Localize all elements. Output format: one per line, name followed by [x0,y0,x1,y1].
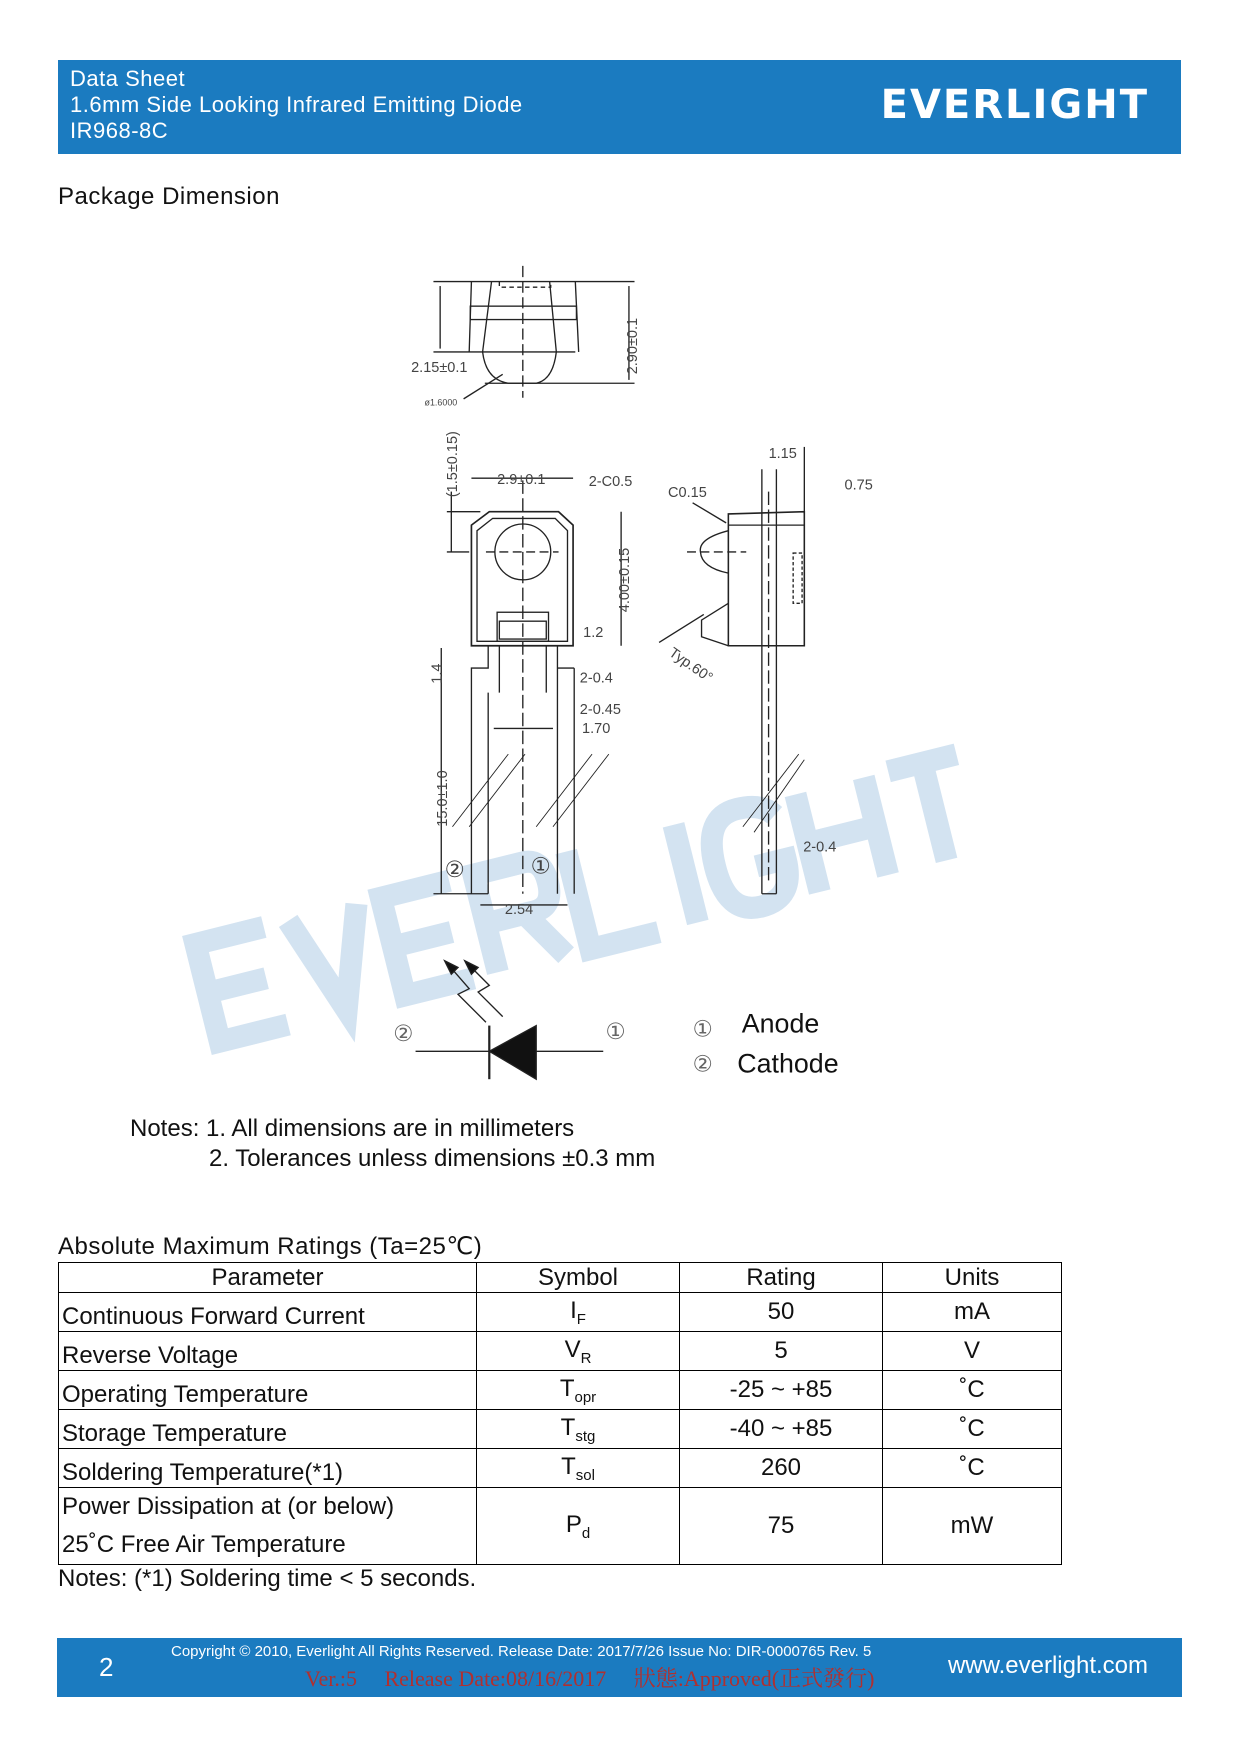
note-2: 2. Tolerances unless dimensions ±0.3 mm [209,1145,656,1172]
ratings-note: Notes: (*1) Soldering time < 5 seconds. [58,1565,477,1592]
copyright: Copyright © 2010, Everlight All Rights Reserved. Release Date: 2017/7/26 Issue No: DIR-0000765 Rev. 5 [171,1643,872,1660]
part-number: IR968-8C [70,118,169,143]
table-row [59,1410,1062,1449]
everlight-logo: EVERLIGHT [880,82,1149,128]
dim-front-width: 2.9±0.1 [497,471,546,488]
col-symbol: Symbol [477,1263,680,1293]
unit: ˚C [883,1410,1062,1449]
pin1-marker: ① [530,853,551,879]
symbol: $T_{opr}$ [477,1371,680,1410]
symbol-pin2: ② [393,1021,414,1047]
anode-label: Anode [741,1008,820,1039]
dim-side-lead-width: 2-0.4 [803,839,837,856]
rating: -25 ~ +85 [680,1371,883,1410]
doc-type: Data Sheet [70,66,186,91]
dim-front-offset: (1.5±0.15) [444,431,461,498]
dim-chamfer: 2-C0.5 [588,474,633,491]
param: Reverse Voltage [59,1332,477,1371]
diode-symbol [393,961,838,1079]
section-title: Package Dimension [58,183,280,210]
param: Power Dissipation at (or below) 25˚C Free Air Temperature [59,1488,477,1565]
symbol: $I_F$ [477,1293,680,1332]
table-row [59,1488,1062,1565]
rating: 5 [680,1332,883,1371]
legend-pin2: ② [692,1051,713,1077]
rating: 260 [680,1449,883,1488]
dim-lead-length: 15.0±1.0 [434,770,451,827]
symbol: $V_R$ [477,1332,680,1371]
dim-window: 1.2 [583,624,604,641]
param: Continuous Forward Current [59,1293,477,1332]
dim-side-width: 1.15 [768,446,797,463]
cathode-label: Cathode [737,1048,839,1079]
dim-lead-offset: 1.70 [582,720,611,737]
dim-pitch: 2.54 [504,901,534,918]
dim-lens-dia: ø1.6000 [424,397,458,408]
watermark [195,754,980,1041]
unit: V [883,1332,1062,1371]
symbol: $T_{sol}$ [477,1449,680,1488]
pin2-marker: ② [444,856,465,882]
col-rating: Rating [680,1263,883,1293]
product-title: 1.6mm Side Looking Infrared Emitting Diode [70,92,523,117]
legend-pin1: ① [692,1016,713,1042]
table-row [59,1449,1062,1488]
unit: mA [883,1293,1062,1332]
dim-lead-width: 2-0.4 [579,670,613,687]
symbol-pin1: ① [605,1018,626,1044]
rating: 75 [680,1488,883,1565]
footer-banner [57,1638,1182,1697]
param: Storage Temperature [59,1410,477,1449]
release-stamp: Ver.:5 Release Date:08/16/2017 狀態:Approved(正式發行) [305,1666,875,1691]
note-1: 1. All dimensions are in millimeters [206,1115,575,1142]
page-number: 2 [99,1652,114,1682]
website-link[interactable]: www.everlight.com [947,1652,1148,1679]
ratings-title: Absolute Maximum Ratings (Ta=25℃) [58,1233,483,1260]
rating: 50 [680,1293,883,1332]
dim-side-lead: 0.75 [844,477,873,494]
unit: mW [883,1488,1062,1565]
table-row [59,1332,1062,1371]
dim-standoff: 1.4 [429,663,446,684]
table-row [59,1293,1062,1332]
dim-angle: Typ.60° [665,644,716,687]
dim-top-width: 2.15±0.1 [411,360,468,377]
unit: ˚C [883,1371,1062,1410]
dim-side-chamfer: C0.15 [668,485,707,502]
dimension-notes [130,1114,655,1174]
param: Soldering Temperature(*1) [59,1449,477,1488]
col-parameter: Parameter [59,1263,477,1293]
top-view [411,266,641,408]
dim-lead-width-2: 2-0.45 [579,701,621,718]
rating: -40 ~ +85 [680,1410,883,1449]
dim-top-height: 2.90±0.1 [624,317,641,375]
table-row [59,1371,1062,1410]
symbol: $P_d$ [477,1488,680,1565]
unit: ˚C [883,1449,1062,1488]
table-header [59,1263,1062,1293]
col-units: Units [883,1263,1062,1293]
notes-label: Notes: [130,1115,200,1142]
front-view [429,431,633,918]
param: Operating Temperature [59,1371,477,1410]
symbol: $T_{stg}$ [477,1410,680,1449]
ratings-table [58,1262,1062,1565]
dim-body-height: 4.00±0.15 [616,547,633,613]
